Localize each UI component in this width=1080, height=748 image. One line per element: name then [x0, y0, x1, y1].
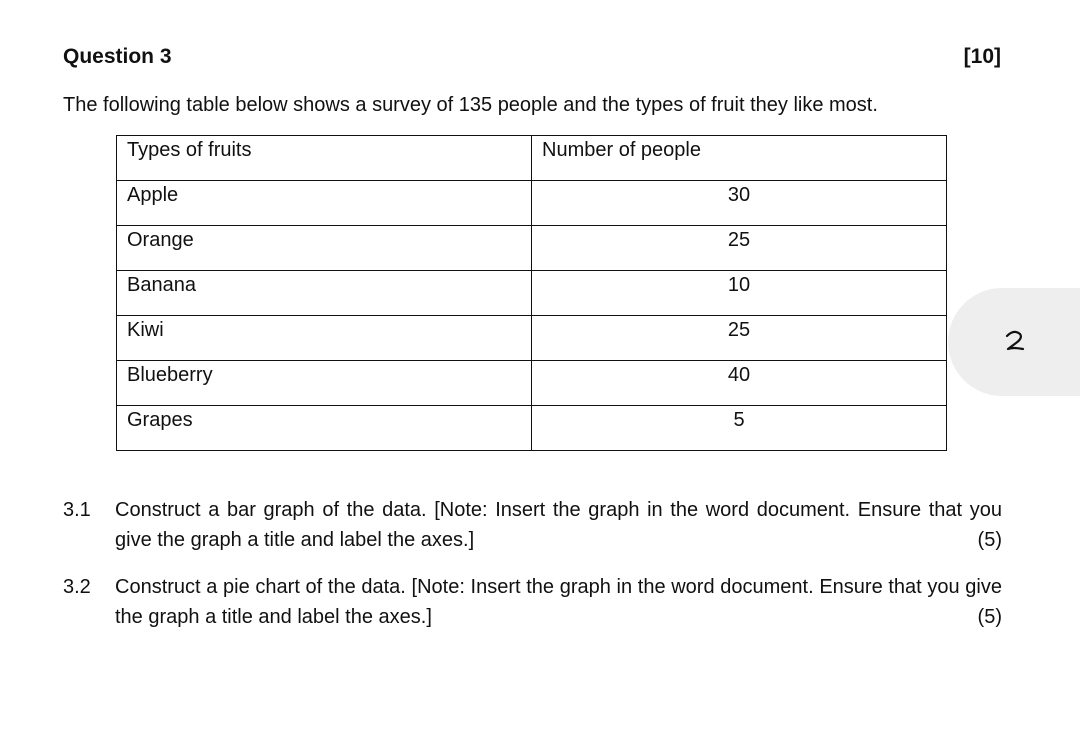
table-row	[117, 361, 947, 406]
table-row	[117, 406, 947, 451]
count-cell: 25	[532, 226, 947, 271]
subquestion-text: Construct a pie chart of the data. [Note: Insert the graph in the word document. Ensure that you give the graph a title and label the axes.]	[115, 576, 1002, 628]
subquestion-marks: (5)	[977, 606, 1002, 628]
fruit-survey-table	[116, 135, 947, 451]
fruit-cell: Kiwi	[117, 316, 532, 361]
question-intro: The following table below shows a survey of 135 people and the types of fruit they like most.	[63, 94, 878, 116]
table-row	[117, 181, 947, 226]
count-cell: 25	[532, 316, 947, 361]
table-row	[117, 271, 947, 316]
header-types-of-fruits: Types of fruits	[117, 136, 532, 181]
count-cell: 40	[532, 361, 947, 406]
subquestion-text: Construct a bar graph of the data. [Note: Insert the graph in the word document. Ensure that you give the graph a title and label the axes.]	[115, 499, 1002, 551]
fruit-cell: Grapes	[117, 406, 532, 451]
header-number-of-people: Number of people	[532, 136, 947, 181]
count-cell: 5	[532, 406, 947, 451]
fruit-cell: Banana	[117, 271, 532, 316]
fruit-cell: Apple	[117, 181, 532, 226]
fruit-cell: Blueberry	[117, 361, 532, 406]
question-total-marks: [10]	[963, 45, 1001, 68]
handwritten-score-mark	[1004, 328, 1026, 354]
fruit-cell: Orange	[117, 226, 532, 271]
subquestion-3-1	[63, 495, 1002, 557]
table-row	[117, 226, 947, 271]
subquestion-number: 3.1	[63, 499, 91, 521]
subquestion-3-2	[63, 572, 1002, 634]
subquestion-marks: (5)	[977, 529, 1002, 551]
count-cell: 30	[532, 181, 947, 226]
count-cell: 10	[532, 271, 947, 316]
table-row	[117, 316, 947, 361]
subquestion-number: 3.2	[63, 576, 91, 598]
table-header-row	[117, 136, 947, 181]
question-title: Question 3	[63, 45, 172, 68]
